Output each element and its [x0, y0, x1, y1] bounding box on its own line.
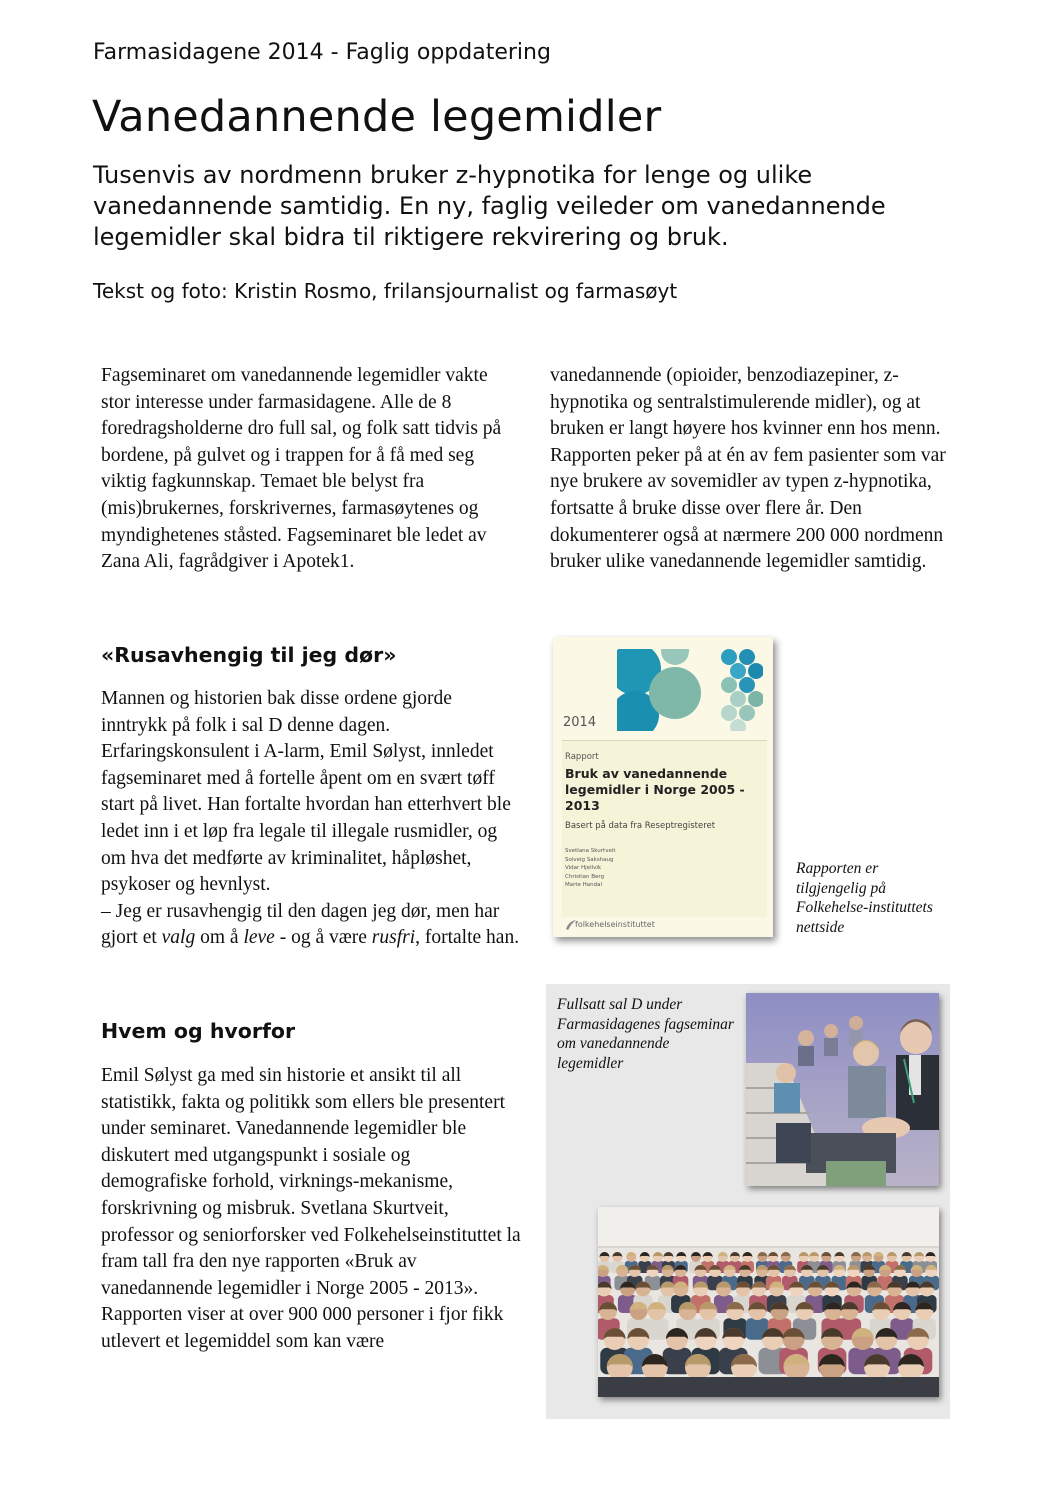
column2-paragraph — [550, 363, 970, 576]
photo-audience-closeup-drawing — [746, 993, 939, 1186]
section-heading-rusavhengig: «Rusavhengig til jeg dør» — [101, 643, 397, 667]
section-rusavhengig-text: Mannen og historien bak disse ordene gjorde inntrykk på folk i sal D denne dagen. Erfaringskonsulent i A-larm, Emil Sølyst, innledet fagseminaret med å fortelle åpent om en svært tøff start på livet. Han fortalte hvordan han etterhvert ble ledet inn i et løp fra legale til illegale rusmidler, og om hva det medførte av kriminalitet, håpløshet, psykoser og hevnlyst. — [101, 688, 511, 896]
cover-author: Marte Handal — [565, 882, 603, 889]
cover-author: Vidar Hjellvik — [565, 865, 602, 872]
quote-emph-rusfri: rusfri — [371, 927, 416, 949]
cover-type: Rapport — [565, 752, 599, 762]
cover-author: Solveig Sakshaug — [565, 856, 614, 863]
photo-audience-full-room — [598, 1207, 939, 1397]
report-cover-image — [553, 637, 773, 937]
quote-suffix: , fortalte han. — [415, 927, 520, 949]
intro-paragraph — [101, 363, 521, 576]
quote-mid2: - og å være — [274, 927, 372, 949]
cover-title: Bruk av vanedannende legemidler i Norge 2005 - 2013 — [565, 766, 745, 813]
photo-caption: Fullsatt sal D under Farmasidagenes fagseminar om vanedannende legemidler — [557, 996, 734, 1072]
quote-mid1: om å — [195, 927, 244, 949]
cover-subtitle: Basert på data fra Reseptregisteret — [565, 821, 716, 831]
cover-year: 2014 — [563, 715, 597, 730]
cover-author: Christian Berg — [565, 873, 605, 880]
intro-text: Fagseminaret om vanedannende legemidler vakte stor interesse under farmasidagene. Alle de 8 foredragsholderne dro full sal, og folk satt tidvis på bordene, på gulvet og i trappen for å få med seg viktig fagkunnskap. Temaet ble belyst fra (mis)brukernes, forskrivernes, farmasøytenes og myndighetenes ståsted. Fagseminaret ble ledet av Zana Ali, fagrådgiver i Apotek1. — [101, 365, 502, 573]
report-caption: Rapporten er tilgjengelig på Folkehelse-instituttets nettside — [796, 860, 933, 936]
section-rusavhengig-body — [101, 686, 521, 952]
section-hvem-body — [101, 1063, 521, 1356]
section-heading-hvem-og-hvorfor: Hvem og hvorfor — [101, 1019, 296, 1043]
cover-pill-art — [617, 649, 763, 731]
photo-audience-closeup — [746, 993, 939, 1186]
quote-paragraph — [101, 899, 521, 952]
article-byline: Tekst og foto: Kristin Rosmo, frilansjournalist og farmasøyt — [93, 279, 678, 303]
cover-publisher: folkehelseinstituttet — [575, 920, 655, 929]
cover-authors — [565, 847, 616, 890]
column2-text: vanedannende (opioider, benzodiazepiner, z-hypnotika og sentralstimulerende midler), og at bruken er langt høyere hos kvinner enn hos menn. Rapporten peker på at én av fem pasienter som var nye brukere av sovemidler av typen z-hypnotika, fortsatte å bruke disse over flere år. Den dokumenterer også at nærmere 200 000 nordmenn bruker ulike vanedannende legemidler samtidig. — [550, 365, 946, 573]
article-kicker: Farmasidagene 2014 - Faglig oppdatering — [93, 40, 551, 65]
section-hvem-text: Emil Sølyst ga med sin historie et ansikt til all statistikk, fakta og politikk som ellers ble presentert under seminaret. Vanedannende legemidler ble diskutert med utgangspunkt i sosiale og demografiske forhold, virknings-mekanisme, forskrivning og misbruk. Svetlana Skurtveit, professor og seniorforsker ved Folkehelseinstituttet la fram tall fra den nye rapporten «Bruk av vanedannende legemidler i Norge 2005 - 2013». Rapporten viser at over 900 000 personer i fjor fikk utlevert et legemiddel som kan være — [101, 1065, 521, 1352]
cover-author: Svetlana Skurtveit — [565, 848, 616, 854]
quote-prefix: – Jeg er rusavhengig til den dagen jeg dør, men har gjort et — [101, 900, 500, 949]
quote-emph-valg: valg — [161, 927, 196, 949]
article-lead: Tusenvis av nordmenn bruker z-hypnotika for lenge og ulike vanedannende samtidig. En ny, faglig veileder om vanedannende legemidler skal bidra til riktigere rekvirering og bruk. — [93, 161, 886, 251]
article-title: Vanedannende legemidler — [92, 92, 662, 142]
photo-audience-full-drawing — [598, 1207, 939, 1397]
quote-emph-leve: leve — [243, 927, 275, 949]
